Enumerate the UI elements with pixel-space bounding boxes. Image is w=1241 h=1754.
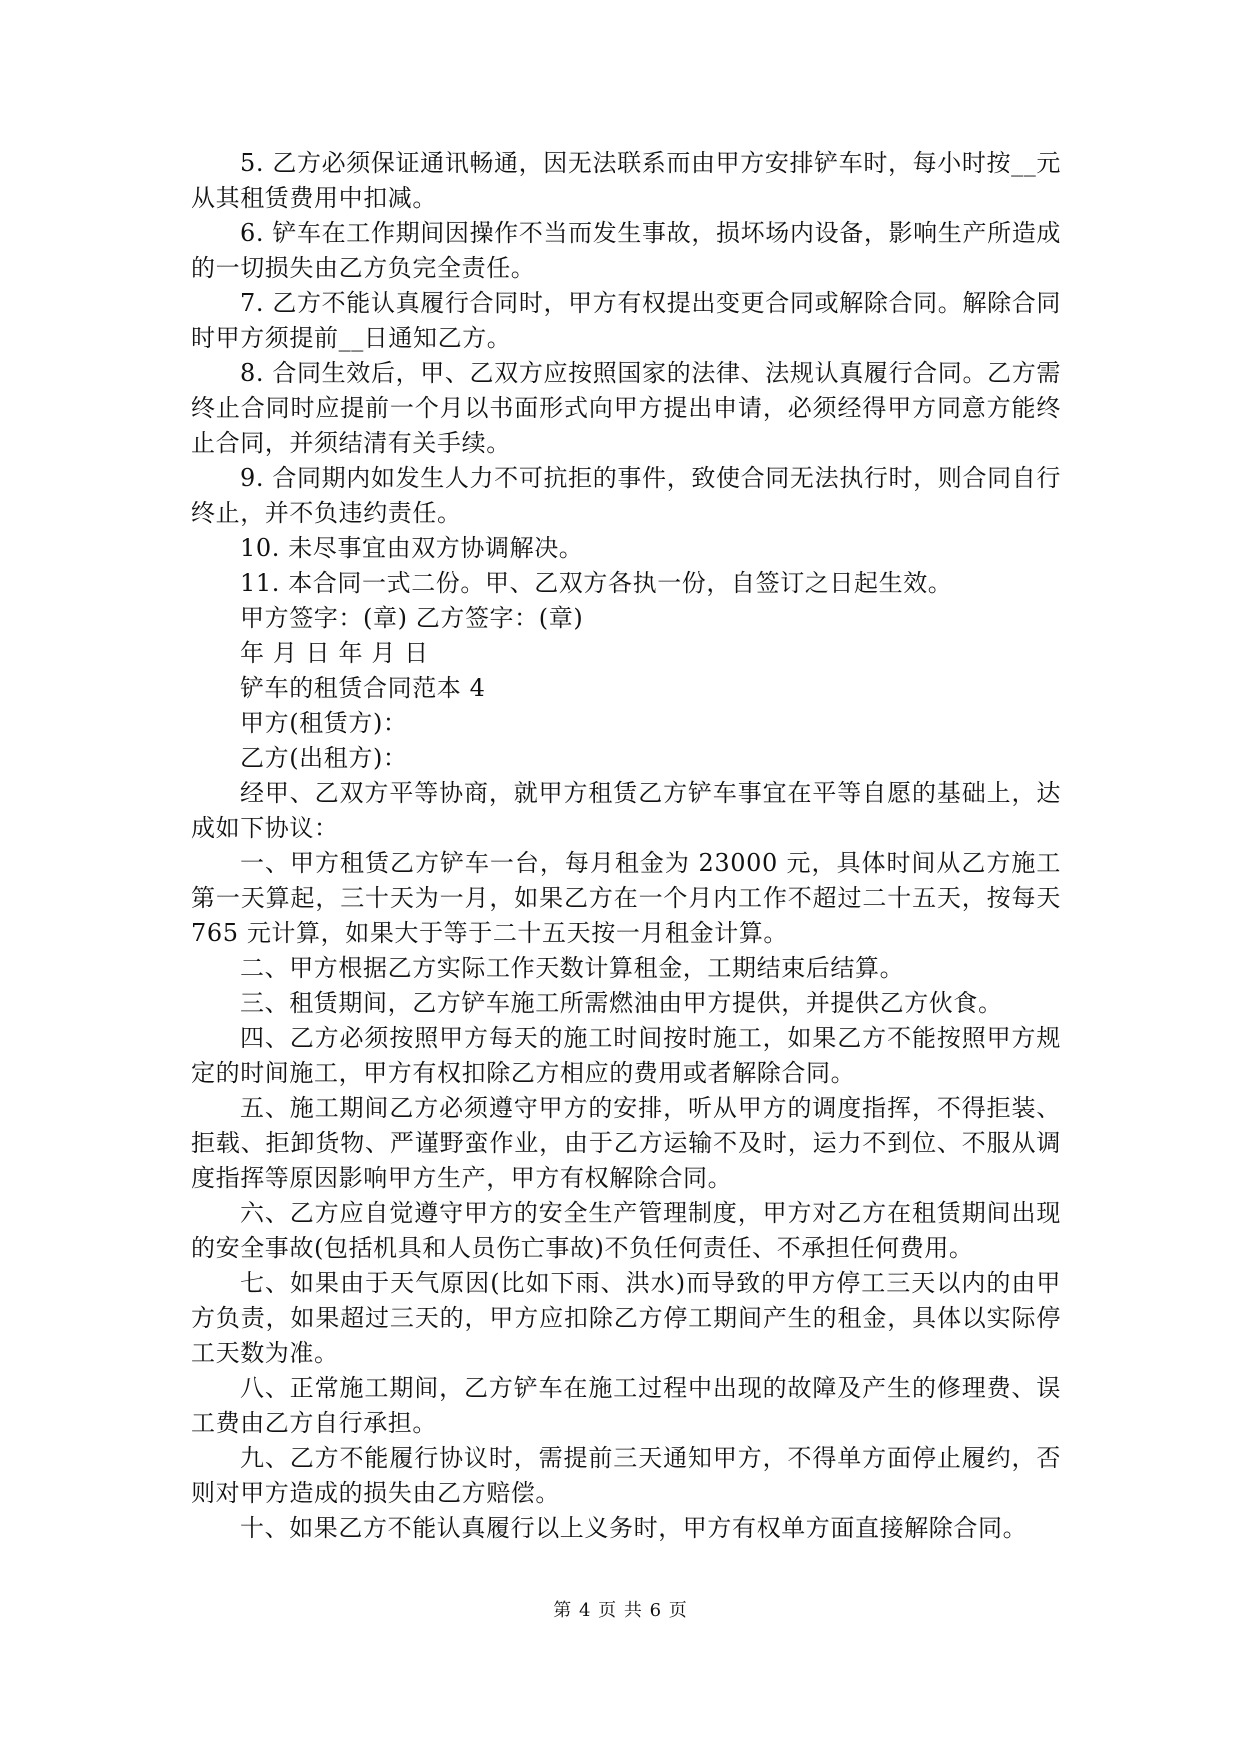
page-footer	[0, 1599, 1241, 1623]
signature-line: 甲方签字：(章) 乙方签字：(章)	[240, 604, 584, 632]
article-4: 四、乙方必须按照甲方每天的施工时间按时施工，如果乙方不能按照甲方规定的时间施工，甲方有权扣除乙方相应的费用或者解除合同。	[191, 1024, 1061, 1087]
article-2: 二、甲方根据乙方实际工作天数计算租金，工期结束后结算。	[240, 954, 905, 982]
article-6: 六、乙方应自觉遵守甲方的安全生产管理制度，甲方对乙方在租赁期间出现的安全事故(包括机具和人员伤亡事故)不负任何责任、不承担任何费用。	[191, 1199, 1061, 1262]
article-5: 五、施工期间乙方必须遵守甲方的安排，听从甲方的调度指挥，不得拒装、拒载、拒卸货物、严谨野蛮作业，由于乙方运输不及时，运力不到位、不服从调度指挥等原因影响甲方生产，甲方有权解除合同。	[191, 1094, 1061, 1192]
article-10: 十、如果乙方不能认真履行以上义务时，甲方有权单方面直接解除合同。	[240, 1514, 1028, 1542]
party-b-line: 乙方(出租方)：	[240, 744, 408, 772]
agreement-intro: 经甲、乙双方平等协商，就甲方租赁乙方铲车事宜在平等自愿的基础上，达成如下协议：	[191, 779, 1061, 842]
clause-11: 11. 本合同一式二份。甲、乙双方各执一份，自签订之日起生效。	[240, 569, 953, 597]
section-title: 铲车的租赁合同范本 4	[240, 674, 486, 702]
document-body	[191, 146, 1061, 1546]
clause-5: 5. 乙方必须保证通讯畅通，因无法联系而由甲方安排铲车时，每小时按__元从其租赁费用中扣减。	[191, 149, 1061, 212]
clause-10: 10. 未尽事宜由双方协调解决。	[240, 534, 584, 562]
article-3: 三、租赁期间，乙方铲车施工所需燃油由甲方提供，并提供乙方伙食。	[240, 989, 1003, 1017]
clause-9: 9. 合同期内如发生人力不可抗拒的事件，致使合同无法执行时，则合同自行终止，并不负违约责任。	[191, 464, 1061, 527]
clause-6: 6. 铲车在工作期间因操作不当而发生事故，损坏场内设备，影响生产所造成的一切损失由乙方负完全责任。	[191, 219, 1061, 282]
article-7: 七、如果由于天气原因(比如下雨、洪水)而导致的甲方停工三天以内的由甲方负责，如果超过三天的，甲方应扣除乙方停工期间产生的租金，具体以实际停工天数为准。	[191, 1269, 1061, 1367]
party-a-line: 甲方(租赁方)：	[240, 709, 408, 737]
article-1: 一、甲方租赁乙方铲车一台，每月租金为 23000 元，具体时间从乙方施工第一天算起，三十天为一月，如果乙方在一个月内工作不超过二十五天，按每天 765 元计算，如果大于等于二十五天按一月租金计算。	[191, 849, 1061, 947]
clause-7: 7. 乙方不能认真履行合同时，甲方有权提出变更合同或解除合同。解除合同时甲方须提前__日通知乙方。	[191, 289, 1061, 352]
article-9: 九、乙方不能履行协议时，需提前三天通知甲方，不得单方面停止履约，否则对甲方造成的损失由乙方赔偿。	[191, 1444, 1061, 1507]
article-8: 八、正常施工期间，乙方铲车在施工过程中出现的故障及产生的修理费、误工费由乙方自行承担。	[191, 1374, 1061, 1437]
date-line: 年 月 日 年 月 日	[240, 639, 429, 667]
clause-8: 8. 合同生效后，甲、乙双方应按照国家的法律、法规认真履行合同。乙方需终止合同时应提前一个月以书面形式向甲方提出申请，必须经得甲方同意方能终止合同，并须结清有关手续。	[191, 359, 1061, 457]
page-number: 第 4 页 共 6 页	[553, 1600, 688, 1621]
